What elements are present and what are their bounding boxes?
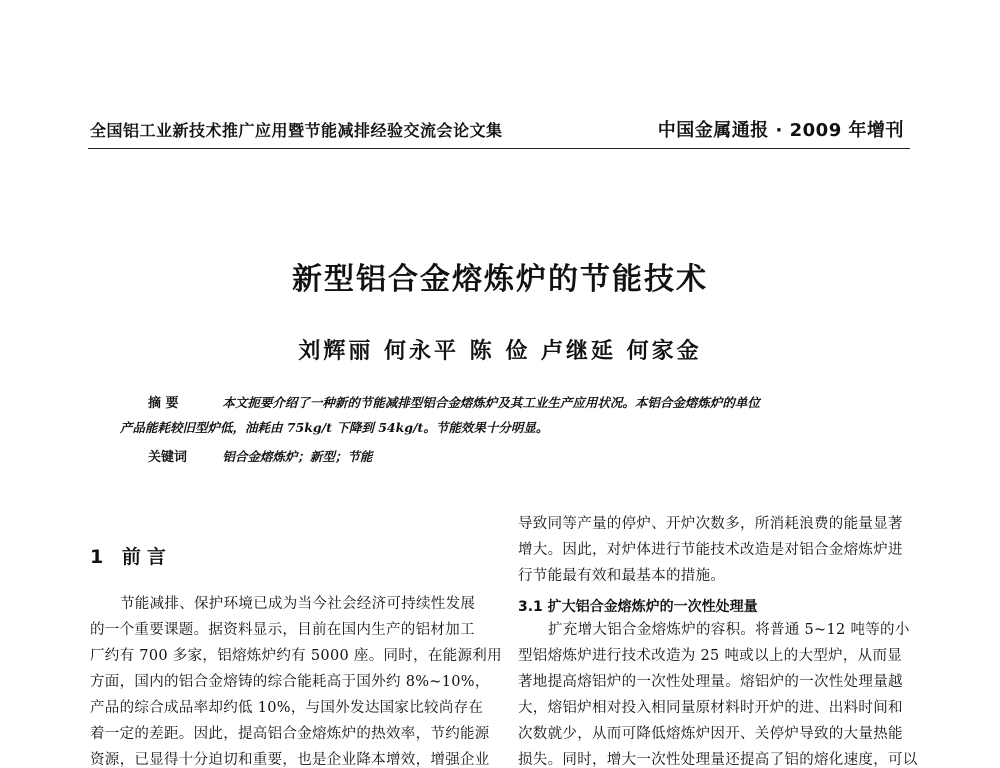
paper-title: 新型铝合金熔炼炉的节能技术 [292,262,708,297]
right-col-line: 型铝熔炼炉进行技术改造为 25 吨或以上的大型炉，从而显 [518,648,903,664]
right-col-line: 次数就少，从而可降低熔炼炉因开、关停炉导致的大量热能 [518,726,903,742]
right-col-line: 大，熔铝炉相对投入相同量原材料时开炉的进、出料时间和 [518,700,903,716]
right-col-line: 著地提高熔铝炉的一次性处理量。熔铝炉的一次性处理量越 [518,674,903,690]
running-header-left: 全国铝工业新技术推广应用暨节能减排经验交流会论文集 [90,121,503,140]
left-col-line: 着一定的差距。因此，提高铝合金熔炼炉的热效率，节约能源 [90,726,490,742]
section-heading-introduction: 1 前言 [90,546,172,568]
abstract-text-1: 本文扼要介绍了一种新的节能减排型铝合金熔炼炉及其工业生产应用状况。本铝合金熔炼炉的单位 [222,395,760,410]
right-col-line: 损失。同时，增大一次性处理量还提高了铝的熔化速度，可以 [518,752,918,768]
right-col-line: 导致同等产量的停炉、开炉次数多，所消耗浪费的能量显著 [518,516,903,532]
keywords-label: 关键词 [148,450,188,465]
abstract-first-line [148,392,760,411]
left-col-line: 的一个重要课题。据资料显示，目前在国内生产的铝材加工 [90,622,475,638]
left-col-line: 资源，已显得十分迫切和重要，也是企业降本增效，增强企业 [90,752,490,768]
running-header-right: 中国金属通报 · 2009 年增刊 [657,120,904,141]
keywords-text: 铝合金熔炼炉；新型；节能 [222,449,373,464]
left-col-line: 产品的综合成品率却约低 10%，与国外发达国家比较尚存在 [90,700,484,716]
left-col-line: 方面，国内的铝合金熔铸的综合能耗高于国外约 8%~10%， [90,674,490,690]
abstract-label: 摘 要 [148,396,179,411]
left-col-line: 节能减排、保护环境已成为当今社会经济可持续性发展 [120,596,476,612]
header-rule [88,148,910,149]
right-col-line: 扩充增大铝合金熔炼炉的容积。将普通 5~12 吨等的小 [548,622,910,638]
right-col-line: 行节能最有效和最基本的措施。 [518,568,726,584]
subsection-heading-3-1: 3.1 扩大铝合金熔炼炉的一次性处理量 [518,599,758,615]
right-col-line: 增大。因此，对炉体进行节能技术改造是对铝合金熔炼炉进 [518,542,903,558]
keywords-line [148,446,372,465]
abstract-second-line: 产品能耗较旧型炉低，油耗由 75kg/t 下降到 54kg/t。节能效果十分明显。 [120,420,549,435]
left-col-line: 厂约有 700 多家，铝熔炼炉约有 5000 座。同时，在能源利用 [90,648,502,664]
authors: 刘辉丽 何永平 陈 俭 卢继延 何家金 [298,338,702,364]
